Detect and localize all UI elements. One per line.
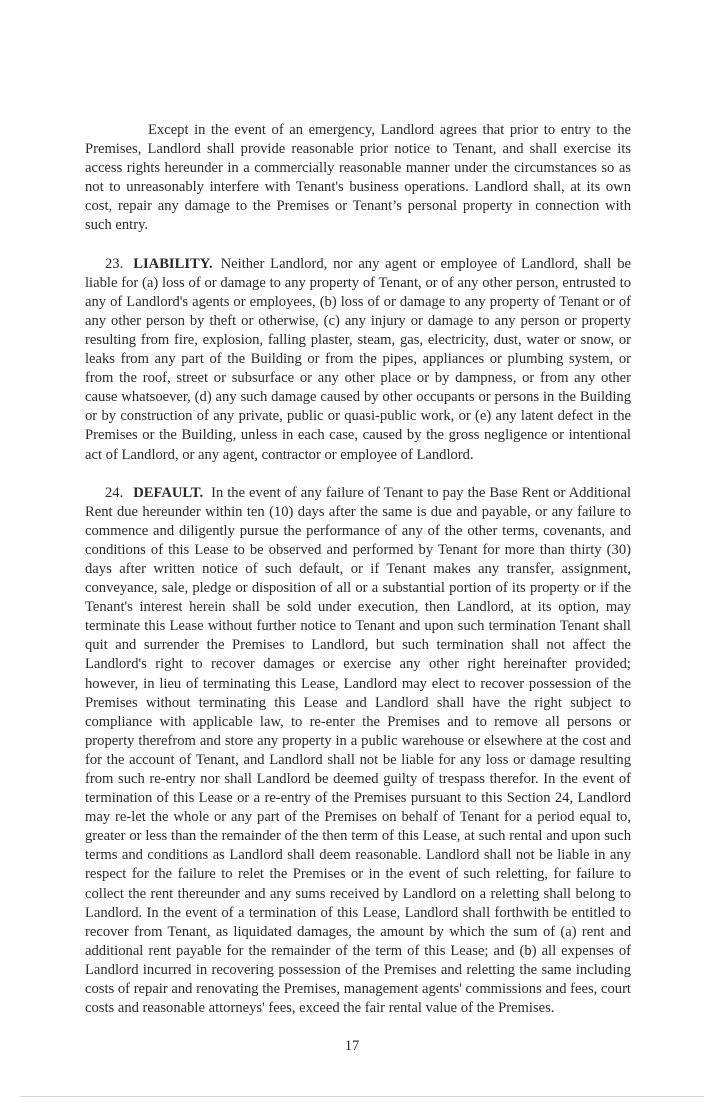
section-23-liability	[85, 255, 631, 465]
page-number: 17	[344, 1038, 360, 1055]
entry-paragraph: Except in the event of an emergency, Landlord agrees that prior to entry to the Premises, Landlord shall provide reasonable prior notice to Tenant, and shall exercise its access rights hereunder in a commercially reasonable manner under the circumstances so as not to unreasonably interfere with Tenant's business operations. Landlord shall, at its own cost, repair any damage to the Premises or Tenant’s personal property in connection with such entry.	[85, 122, 631, 234]
section-text: Neither Landlord, nor any agent or employee of Landlord, shall be liable for (a) loss of or damage to any property of Tenant, or of any other person, entrusted to any of Landlord's agents or employees, (b) loss of or damage to any property of Tenant or of any other person by theft or otherwise, (c) any injury or damage to any person or property resulting from fire, explosion, falling plaster, steam, gas, electricity, dust, water or snow, or leaks from any part of the Building or from the pipes, appliances or plumbing system, or from the roof, street or subsurface or any other place or by dampness, or from any other cause whatsoever, (d) any such damage caused by other occupants or persons in the Building or by construction of any private, public or quasi-public work, or (e) any latent defect in the Premises or the Building, unless in each case, caused by the gross negligence or intentional act of Landlord, or any agent, contractor or employee of Landlord.	[85, 255, 631, 463]
scan-edge-line	[20, 1096, 704, 1097]
section-number: 24.	[105, 484, 124, 501]
section-number: 23.	[105, 255, 124, 272]
section-24-default	[85, 484, 631, 1019]
section-heading: DEFAULT.	[133, 484, 204, 501]
section-heading: LIABILITY.	[133, 255, 213, 272]
section-text: In the event of any failure of Tenant to pay the Base Rent or Additional Rent due hereunder within ten (10) days after the same is due and payable, or any failure to commence and diligently pursue the performance of any of the other terms, covenants, and conditions of this Lease to be observed and performed by Tenant for more than thirty (30) days after written notice of such default, or if Tenant makes any transfer, assignment, conveyance, sale, pledge or disposition of all or a substantial portion of its property or if the Tenant's interest herein shall be sold under execution, then Landlord, at its option, may terminate this Lease without further notice to Tenant and upon such termination Tenant shall quit and surrender the Premises to Landlord, but such termination shall not affect the Landlord's right to recover damages or exercise any other right hereinafter provided; however, in lieu of terminating this Lease, Landlord may elect to recover possession of the Premises without terminating this Lease and Landlord shall have the right subject to compliance with applicable law, to re-enter the Premises and to remove all persons or property therefrom and store any property in a public warehouse or elsewhere at the cost and for the account of Tenant, and Landlord shall not be liable for any loss or damage resulting from such re-entry nor shall Landlord be deemed guilty of trespass therefor. In the event of termination of this Lease or a re-entry of the Premises pursuant to this Section 24, Landlord may re-let the whole or any part of the Premises on behalf of Tenant for a period equal to, greater or less than the remainder of the then term of this Lease, at such rental and upon such terms and conditions as Landlord shall deem reasonable. Landlord shall not be liable in any respect for the failure to relet the Premises or in the event of such reletting, for failure to collect the rent thereunder and any sums received by Landlord on a reletting shall belong to Landlord. In the event of a termination of this Lease, Landlord shall forthwith be entitled to recover from Tenant, as liquidated damages, the amount by which the sum of (a) rent and additional rent payable for the remainder of the term of this Lease; and (b) all expenses of Landlord incurred in recovering possession of the Premises and reletting the same including costs of repair and renovating the Premises, management agents' commissions and fees, court costs and reasonable attorneys' fees, exceed the fair rental value of the Premises.	[85, 484, 631, 1017]
document-body	[85, 0, 631, 1018]
